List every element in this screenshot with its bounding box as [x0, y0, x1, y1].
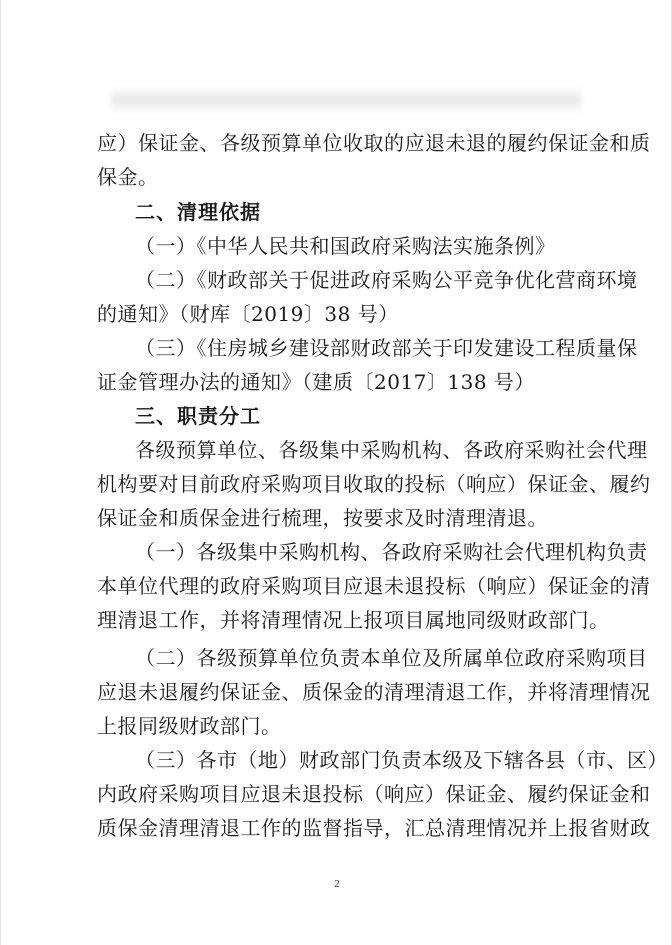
text-line: （二）《财政部关于促进政府采购公平竞争优化营商环境 [135, 268, 638, 292]
text-line: 本单位代理的政府采购项目应退未退投标（响应）保证金的清 [97, 574, 651, 598]
text-line: 的通知》（财库〔2019〕38 号） [97, 302, 399, 326]
text-line: 保金。 [97, 165, 159, 189]
text-line: （三）《住房城乡建设部财政部关于印发建设工程质量保 [135, 336, 638, 360]
section-heading: 二、清理依据 [135, 200, 261, 224]
text-line: 理清退工作，并将清理情况上报项目属地同级财政部门。 [97, 608, 610, 632]
scan-artifact [111, 86, 581, 114]
text-line: 机构要对目前政府采购项目收取的投标（响应）保证金、履约 [97, 472, 651, 496]
text-line: （三）各市（地）财政部门负责本级及下辖各县（市、区） [135, 748, 668, 772]
text-line: 保证金和质保金进行梳理，按要求及时清理清退。 [97, 506, 548, 530]
text-line: 证金管理办法的通知》（建质〔2017〕138 号） [97, 370, 535, 394]
section-heading: 三、职责分工 [135, 404, 261, 428]
text-line: 上报同级财政部门。 [97, 714, 282, 738]
text-line: 各级预算单位、各级集中采购机构、各政府采购社会代理 [135, 438, 648, 462]
text-line: 质保金清理清退工作的监督指导，汇总清理情况并上报省财政 [97, 816, 651, 840]
text-line: （二）各级预算单位负责本单位及所属单位政府采购项目 [135, 646, 648, 670]
text-line: 应退未退履约保证金、质保金的清理清退工作，并将清理情况 [97, 680, 651, 704]
text-line: 应）保证金、各级预算单位收取的应退未退的履约保证金和质 [97, 131, 651, 155]
text-line: （一）《中华人民共和国政府采购法实施条例》 [135, 234, 556, 258]
page-number: 2 [334, 878, 340, 890]
text-line: （一）各级集中采购机构、各政府采购社会代理机构负责 [135, 540, 648, 564]
text-line: 内政府采购项目应退未退投标（响应）保证金、履约保证金和 [97, 782, 651, 806]
